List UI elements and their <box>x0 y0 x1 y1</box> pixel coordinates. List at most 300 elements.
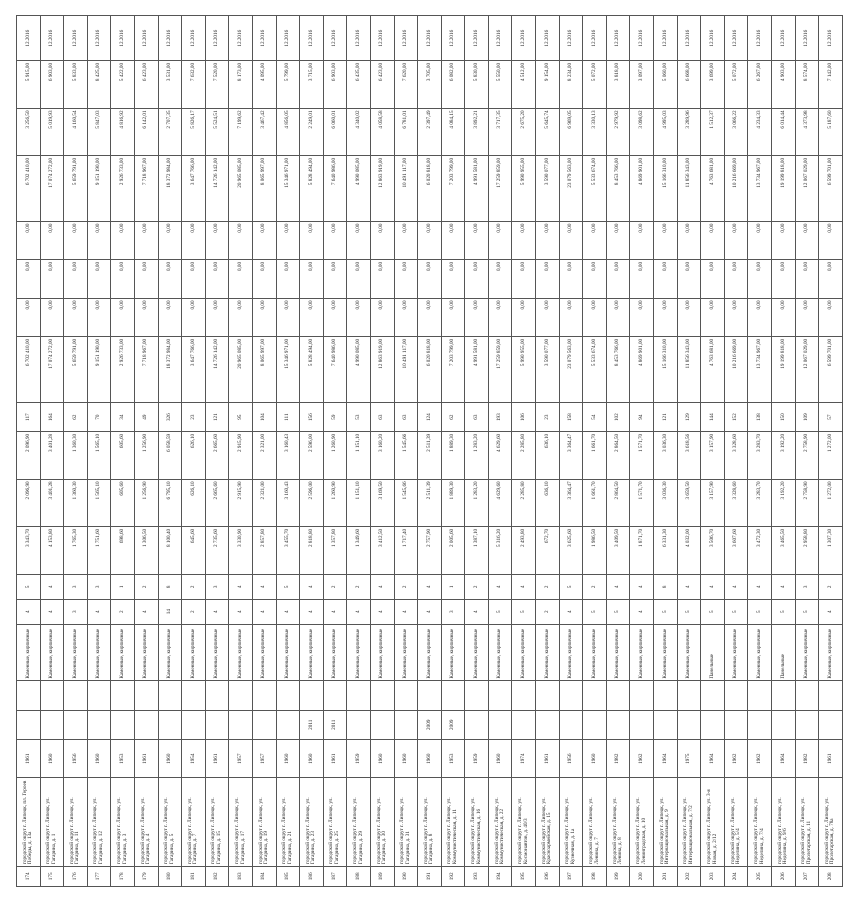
row-number-cell: 198 <box>583 866 607 886</box>
floors-cell: 5 <box>512 599 536 624</box>
living-area-cell: 2 321,00 <box>252 479 276 527</box>
year-renovated-cell <box>536 710 560 739</box>
table-row <box>111 16 135 887</box>
total-area-cell: 8 100,40 <box>158 527 182 575</box>
municipal-funds-cell: 0,00 <box>134 222 158 260</box>
living-area-cell: 3 364,47 <box>559 479 583 527</box>
year-extra-cell <box>512 681 536 710</box>
wall-material-cell: Каменные, кирпичные <box>441 624 465 681</box>
total-cost-cell: 7 640 986,00 <box>323 337 347 403</box>
residents-cell: 111 <box>276 402 300 431</box>
entrances-cell: 4 <box>748 574 772 599</box>
address-cell: городской округ г. Липецк, ул. Неделина, д. 7/4 <box>748 778 772 866</box>
total-cost-cell: 10 491 117,00 <box>394 337 418 403</box>
cost-per-sqm-cell: 4 816,92 <box>111 108 135 156</box>
total-area-cell: 1 306,50 <box>134 527 158 575</box>
completion-date-cell: 12.2016 <box>630 16 654 61</box>
residents-cell: 138 <box>748 402 772 431</box>
row-number-cell: 201 <box>654 866 678 886</box>
total-area-cell: 1 765,30 <box>64 527 88 575</box>
owner-funds-cell: 4 991 581,00 <box>465 156 489 222</box>
year-built-cell: 1959 <box>347 739 371 777</box>
living-area-cell: 2 864,50 <box>606 479 630 527</box>
entrances-cell: 5 <box>559 574 583 599</box>
row-number-cell: 175 <box>40 866 64 886</box>
owner-funds-cell: 20 965 085,00 <box>229 156 253 222</box>
owner-funds-cell: 15 346 971,00 <box>276 156 300 222</box>
year-renovated-cell <box>182 710 206 739</box>
address-cell: городской округ г. Липецк, пл. Героев Победы, д. 13а <box>17 778 41 866</box>
year-built-cell: 1960 <box>418 739 442 777</box>
living-area-cell: 1 571,70 <box>630 479 654 527</box>
owner-funds-cell: 7 718 967,00 <box>134 156 158 222</box>
regional-funds-cell: 0,00 <box>182 260 206 298</box>
municipal-funds-cell: 0,00 <box>819 222 843 260</box>
completion-date-cell: 12.2016 <box>748 16 772 61</box>
address-cell: городской округ г. Липецк, ул. Космонавтов, д. 40/3 <box>512 778 536 866</box>
owner-funds-cell: 5 990 955,00 <box>512 156 536 222</box>
year-extra-cell <box>701 681 725 710</box>
federal-funds-cell: 0,00 <box>64 298 88 336</box>
year-renovated-cell <box>465 710 489 739</box>
max-cost-per-sqm-cell: 7 142,00 <box>819 61 843 109</box>
address-cell: городской округ г. Липецк, ул. Гагарина, д. 15 <box>205 778 229 866</box>
owner-funds-cell: 6 020 818,00 <box>418 156 442 222</box>
residents-cell: 144 <box>701 402 725 431</box>
municipal-funds-cell: 0,00 <box>748 222 772 260</box>
year-renovated-cell <box>276 710 300 739</box>
max-cost-per-sqm-cell: 8 425,00 <box>87 61 111 109</box>
wall-material-cell: Каменные, кирпичные <box>347 624 371 681</box>
total-cost-cell: 17 074 272,00 <box>40 337 64 403</box>
completion-date-cell: 12.2016 <box>606 16 630 61</box>
year-renovated-cell <box>111 710 135 739</box>
residential-area-cell: 3 618,56 <box>677 432 701 480</box>
year-built-cell: 1961 <box>134 739 158 777</box>
year-extra-cell <box>677 681 701 710</box>
max-cost-per-sqm-cell: 5 915,00 <box>17 61 41 109</box>
total-cost-cell: 4 869 901,00 <box>630 337 654 403</box>
cost-per-sqm-cell: 5 847,03 <box>87 108 111 156</box>
floors-cell: 4 <box>205 599 229 624</box>
table-row <box>583 16 607 887</box>
owner-funds-cell: 10 491 117,00 <box>394 156 418 222</box>
wall-material-cell: Каменные, кирпичные <box>630 624 654 681</box>
regional-funds-cell: 0,00 <box>677 260 701 298</box>
residential-area-cell: 1 260,90 <box>323 432 347 480</box>
year-renovated-cell <box>87 710 111 739</box>
year-extra-cell <box>158 681 182 710</box>
owner-funds-cell: 17 074 272,00 <box>40 156 64 222</box>
regional-funds-cell: 0,00 <box>276 260 300 298</box>
federal-funds-cell: 0,00 <box>276 298 300 336</box>
residents-cell: 193 <box>488 402 512 431</box>
federal-funds-cell: 0,00 <box>441 298 465 336</box>
total-area-cell: 3 472,30 <box>748 527 772 575</box>
regional-funds-cell: 0,00 <box>418 260 442 298</box>
wall-material-cell: Каменные, кирпичные <box>724 624 748 681</box>
residents-cell: 150 <box>772 402 796 431</box>
year-extra-cell <box>276 681 300 710</box>
residential-area-cell: 636,10 <box>536 432 560 480</box>
wall-material-cell: Каменные, кирпичные <box>748 624 772 681</box>
address-cell: городской округ г. Липецк, ул. Кузнечная, д. 1а <box>559 778 583 866</box>
wall-material-cell: Каменные, кирпичные <box>323 624 347 681</box>
floors-cell: 4 <box>347 599 371 624</box>
year-built-cell: 1960 <box>87 739 111 777</box>
living-area-cell: 2 758,90 <box>795 479 819 527</box>
living-area-cell: 4 629,60 <box>488 479 512 527</box>
cost-per-sqm-cell: 4 234,33 <box>748 108 772 156</box>
row-number-cell: 193 <box>465 866 489 886</box>
max-cost-per-sqm-cell: 7 620,00 <box>394 61 418 109</box>
completion-date-cell: 12.2016 <box>536 16 560 61</box>
owner-funds-cell: 5 533 674,00 <box>583 156 607 222</box>
cost-per-sqm-cell: 5 645,74 <box>536 108 560 156</box>
year-renovated-cell <box>158 710 182 739</box>
table-row <box>17 16 41 887</box>
federal-funds-cell: 0,00 <box>205 298 229 336</box>
floors-cell: 5 <box>748 599 772 624</box>
owner-funds-cell: 18 372 984,00 <box>158 156 182 222</box>
residential-area-cell: 3 160,20 <box>370 432 394 480</box>
max-cost-per-sqm-cell: 3 705,00 <box>418 61 442 109</box>
floors-cell: 4 <box>819 599 843 624</box>
federal-funds-cell: 0,00 <box>795 298 819 336</box>
cost-per-sqm-cell: 6 014,44 <box>772 108 796 156</box>
cost-per-sqm-cell: 2 249,01 <box>300 108 324 156</box>
row-number-cell: 190 <box>394 866 418 886</box>
year-extra-cell <box>323 681 347 710</box>
federal-funds-cell: 0,00 <box>182 298 206 336</box>
entrances-cell: 2 <box>583 574 607 599</box>
wall-material-cell: Каменные, кирпичные <box>418 624 442 681</box>
residents-cell: 106 <box>512 402 536 431</box>
owner-funds-cell: 6 599 701,00 <box>819 156 843 222</box>
regional-funds-cell: 0,00 <box>748 260 772 298</box>
total-cost-cell: 8 065 997,00 <box>252 337 276 403</box>
residents-cell: 54 <box>583 402 607 431</box>
living-area-cell: 3 659,50 <box>677 479 701 527</box>
federal-funds-cell: 0,00 <box>819 298 843 336</box>
cost-per-sqm-cell: 3 892,21 <box>465 108 489 156</box>
completion-date-cell: 12.2016 <box>276 16 300 61</box>
floors-cell: 5 <box>583 599 607 624</box>
residential-area-cell: 1 283,20 <box>465 432 489 480</box>
year-built-cell: 1975 <box>677 739 701 777</box>
table-row <box>323 16 347 887</box>
wall-material-cell: Каменные, кирпичные <box>559 624 583 681</box>
row-number-cell: 205 <box>748 866 772 886</box>
wall-material-cell: Каменные, кирпичные <box>111 624 135 681</box>
entrances-cell: 2 <box>465 574 489 599</box>
municipal-funds-cell: 0,00 <box>559 222 583 260</box>
federal-funds-cell: 0,00 <box>701 298 725 336</box>
total-area-cell: 2 757,90 <box>418 527 442 575</box>
max-cost-per-sqm-cell: 6 435,00 <box>347 61 371 109</box>
residential-area-cell: 3 157,90 <box>701 432 725 480</box>
floors-cell: 5 <box>677 599 701 624</box>
max-cost-per-sqm-cell: 8 574,00 <box>795 61 819 109</box>
max-cost-per-sqm-cell: 4 903,00 <box>772 61 796 109</box>
cost-per-sqm-cell: 3 467,42 <box>252 108 276 156</box>
municipal-funds-cell: 0,00 <box>606 222 630 260</box>
entrances-cell: 4 <box>677 574 701 599</box>
federal-funds-cell: 0,00 <box>536 298 560 336</box>
residential-area-cell: 2 665,60 <box>205 432 229 480</box>
cost-per-sqm-cell: 4 856,05 <box>276 108 300 156</box>
max-cost-per-sqm-cell: 5 833,00 <box>64 61 88 109</box>
total-cost-cell: 12 863 919,00 <box>370 337 394 403</box>
year-renovated-cell <box>795 710 819 739</box>
owner-funds-cell: 23 079 563,00 <box>559 156 583 222</box>
year-renovated-cell <box>512 710 536 739</box>
floors-cell: 5 <box>701 599 725 624</box>
residents-cell: 121 <box>654 402 678 431</box>
entrances-cell: 4 <box>300 574 324 599</box>
completion-date-cell: 12.2016 <box>465 16 489 61</box>
total-area-cell: 3 330,90 <box>229 527 253 575</box>
total-area-cell: 1 871,70 <box>630 527 654 575</box>
cost-per-sqm-cell: 4 340,02 <box>347 108 371 156</box>
residential-area-cell: 2 511,39 <box>418 432 442 480</box>
completion-date-cell: 12.2016 <box>40 16 64 61</box>
row-number-cell: 202 <box>677 866 701 886</box>
residential-area-cell: 2 864,50 <box>606 432 630 480</box>
row-number-cell: 184 <box>252 866 276 886</box>
total-area-cell: 3 465,50 <box>772 527 796 575</box>
regional-funds-cell: 0,00 <box>229 260 253 298</box>
total-cost-cell: 5 533 674,00 <box>583 337 607 403</box>
wall-material-cell: Каменные, кирпичные <box>252 624 276 681</box>
entrances-cell: 4 <box>229 574 253 599</box>
max-cost-per-sqm-cell: 3 699,00 <box>701 61 725 109</box>
max-cost-per-sqm-cell: 5 799,00 <box>276 61 300 109</box>
max-cost-per-sqm-cell: 5 060,00 <box>654 61 678 109</box>
residential-area-cell: 1 889,30 <box>441 432 465 480</box>
table-row <box>654 16 678 887</box>
living-area-cell: 3 036,30 <box>654 479 678 527</box>
residential-area-cell: 3 364,47 <box>559 432 583 480</box>
federal-funds-cell: 0,00 <box>111 298 135 336</box>
wall-material-cell: Каменные, кирпичные <box>205 624 229 681</box>
max-cost-per-sqm-cell: 5 072,00 <box>583 61 607 109</box>
total-area-cell: 2 493,80 <box>512 527 536 575</box>
owner-funds-cell: 12 067 029,00 <box>795 156 819 222</box>
total-cost-cell: 15 166 310,00 <box>654 337 678 403</box>
regional-funds-cell: 0,00 <box>87 260 111 298</box>
address-cell: городской округ г. Липецк, ул. Ленина, д. 7 <box>583 778 607 866</box>
completion-date-cell: 12.2016 <box>394 16 418 61</box>
row-number-cell: 204 <box>724 866 748 886</box>
owner-funds-cell: 17 259 859,00 <box>488 156 512 222</box>
address-cell: городской округ г. Липецк, ул. Коммунистическая, д. 22 <box>488 778 512 866</box>
year-built-cell: 1960 <box>158 739 182 777</box>
floors-cell: 3 <box>441 599 465 624</box>
total-area-cell: 698,60 <box>111 527 135 575</box>
entrances-cell: 4 <box>40 574 64 599</box>
table-row <box>559 16 583 887</box>
residential-area-cell: 4 629,60 <box>488 432 512 480</box>
municipal-funds-cell: 0,00 <box>536 222 560 260</box>
wall-material-cell: Каменные, кирпичные <box>40 624 64 681</box>
row-number-cell: 180 <box>158 866 182 886</box>
year-built-cell: 1959 <box>465 739 489 777</box>
address-cell: городской округ г. Липецк, ул. Коммунистическая, д. 11 <box>441 778 465 866</box>
total-cost-cell: 11 856 343,00 <box>677 337 701 403</box>
municipal-funds-cell: 0,00 <box>488 222 512 260</box>
completion-date-cell: 12.2016 <box>677 16 701 61</box>
entrances-cell: 1 <box>111 574 135 599</box>
year-renovated-cell <box>748 710 772 739</box>
cost-per-sqm-cell: 3 098,62 <box>630 108 654 156</box>
federal-funds-cell: 0,00 <box>252 298 276 336</box>
owner-funds-cell: 14 726 142,00 <box>205 156 229 222</box>
living-area-cell: 3 283,70 <box>748 479 772 527</box>
municipal-funds-cell: 0,00 <box>17 222 41 260</box>
year-extra-cell <box>606 681 630 710</box>
regional-funds-cell: 0,00 <box>559 260 583 298</box>
regional-funds-cell: 0,00 <box>111 260 135 298</box>
regional-funds-cell: 0,00 <box>17 260 41 298</box>
address-cell: городской округ г. Липецк, ул. Гагарина, д. 7 <box>182 778 206 866</box>
year-renovated-cell <box>488 710 512 739</box>
residents-cell: 63 <box>370 402 394 431</box>
cost-per-sqm-cell: 3 330,13 <box>583 108 607 156</box>
completion-date-cell: 12.2016 <box>512 16 536 61</box>
max-cost-per-sqm-cell: 6 423,00 <box>370 61 394 109</box>
wall-material-cell: Каменные, кирпичные <box>229 624 253 681</box>
year-built-cell: 1974 <box>512 739 536 777</box>
floors-cell: 4 <box>134 599 158 624</box>
entrances-cell: 3 <box>87 574 111 599</box>
entrances-cell: 2 <box>134 574 158 599</box>
year-renovated-cell <box>583 710 607 739</box>
table-row <box>536 16 560 887</box>
table-row <box>229 16 253 887</box>
federal-funds-cell: 0,00 <box>394 298 418 336</box>
address-cell: городской округ г. Липецк, ул. 3-я Новая, д. 2/12 <box>701 778 725 866</box>
federal-funds-cell: 0,00 <box>512 298 536 336</box>
max-cost-per-sqm-cell: 6 668,00 <box>677 61 701 109</box>
municipal-funds-cell: 0,00 <box>300 222 324 260</box>
address-cell: городской округ г. Липецк, ул. Гагарина, д. 21 <box>276 778 300 866</box>
cost-per-sqm-cell: 4 160,54 <box>64 108 88 156</box>
living-area-cell: 2 596,00 <box>300 479 324 527</box>
wall-material-cell: Каменные, кирпичные <box>87 624 111 681</box>
year-renovated-cell: 2011 <box>300 710 324 739</box>
year-extra-cell <box>536 681 560 710</box>
total-cost-cell: 2 926 733,00 <box>111 337 135 403</box>
municipal-funds-cell: 0,00 <box>347 222 371 260</box>
year-built-cell: 1960 <box>276 739 300 777</box>
floors-cell: 2 <box>111 599 135 624</box>
year-extra-cell <box>488 681 512 710</box>
federal-funds-cell: 0,00 <box>748 298 772 336</box>
municipal-funds-cell: 0,00 <box>772 222 796 260</box>
cost-per-sqm-cell: 2 675,20 <box>512 108 536 156</box>
wall-material-cell: Каменные, кирпичные <box>677 624 701 681</box>
living-area-cell: 1 260,90 <box>323 479 347 527</box>
table-row <box>488 16 512 887</box>
address-cell: городской округ г. Липецк, ул. Гагарина, д. 23 <box>300 778 324 866</box>
municipal-funds-cell: 0,00 <box>229 222 253 260</box>
regional-funds-cell: 0,00 <box>370 260 394 298</box>
federal-funds-cell: 0,00 <box>465 298 489 336</box>
municipal-funds-cell: 0,00 <box>87 222 111 260</box>
entrances-cell: 2 <box>819 574 843 599</box>
residents-cell: 129 <box>677 402 701 431</box>
cost-per-sqm-cell: 7 199,62 <box>229 108 253 156</box>
address-cell: городской округ г. Липецк, ул. Коммунистическая, д. 16 <box>465 778 489 866</box>
residential-area-cell: 6 058,59 <box>158 432 182 480</box>
total-cost-cell: 15 346 971,00 <box>276 337 300 403</box>
year-extra-cell <box>182 681 206 710</box>
row-number-cell: 189 <box>370 866 394 886</box>
row-number-cell: 194 <box>488 866 512 886</box>
total-cost-cell: 9 151 190,00 <box>87 337 111 403</box>
regional-funds-cell: 0,00 <box>158 260 182 298</box>
cost-per-sqm-cell: 5 187,60 <box>819 108 843 156</box>
year-built-cell: 1956 <box>64 739 88 777</box>
year-built-cell: 1957 <box>252 739 276 777</box>
wall-material-cell: Панельные <box>772 624 796 681</box>
address-cell: городской округ г. Липецк, ул. Гагарина, д. 29 <box>347 778 371 866</box>
row-number-cell: 179 <box>134 866 158 886</box>
owner-funds-cell: 2 926 733,00 <box>111 156 135 222</box>
address-cell: городской округ г. Липецк, ул. Гагарина, д. 11 <box>64 778 88 866</box>
row-number-cell: 195 <box>512 866 536 886</box>
residents-cell: 158 <box>559 402 583 431</box>
residents-cell: 95 <box>229 402 253 431</box>
wall-material-cell: Каменные, кирпичные <box>276 624 300 681</box>
total-area-cell: 1 307,30 <box>819 527 843 575</box>
year-extra-cell <box>252 681 276 710</box>
living-area-cell: 6 795,10 <box>158 479 182 527</box>
total-area-cell: 3 625,60 <box>559 527 583 575</box>
living-area-cell: 1 545,66 <box>394 479 418 527</box>
total-cost-cell: 7 203 799,00 <box>441 337 465 403</box>
wall-material-cell: Каменные, кирпичные <box>654 624 678 681</box>
regional-funds-cell: 0,00 <box>512 260 536 298</box>
max-cost-per-sqm-cell: 6 423,00 <box>134 61 158 109</box>
residents-cell: 62 <box>64 402 88 431</box>
year-built-cell: 1982 <box>795 739 819 777</box>
completion-date-cell: 12.2016 <box>819 16 843 61</box>
wall-material-cell: Каменные, кирпичные <box>182 624 206 681</box>
completion-date-cell: 12.2016 <box>488 16 512 61</box>
completion-date-cell: 12.2016 <box>17 16 41 61</box>
table-row <box>795 16 819 887</box>
entrances-cell: 5 <box>17 574 41 599</box>
residents-cell: 156 <box>300 402 324 431</box>
completion-date-cell: 12.2016 <box>772 16 796 61</box>
completion-date-cell: 12.2016 <box>111 16 135 61</box>
year-built-cell: 1960 <box>370 739 394 777</box>
federal-funds-cell: 0,00 <box>370 298 394 336</box>
floors-cell: 4 <box>276 599 300 624</box>
row-number-cell: 178 <box>111 866 135 886</box>
row-number-cell: 203 <box>701 866 725 886</box>
living-area-cell: 2 285,80 <box>512 479 536 527</box>
total-area-cell: 3 455,70 <box>276 527 300 575</box>
floors-cell: 14 <box>158 599 182 624</box>
address-cell: городской округ г. Липецк, ул. Интернациональная, д. 7/2 <box>677 778 701 866</box>
entrances-cell: 8 <box>158 574 182 599</box>
year-built-cell: 1960 <box>394 739 418 777</box>
wall-material-cell: Каменные, кирпичные <box>819 624 843 681</box>
living-area-cell: 2 915,90 <box>229 479 253 527</box>
